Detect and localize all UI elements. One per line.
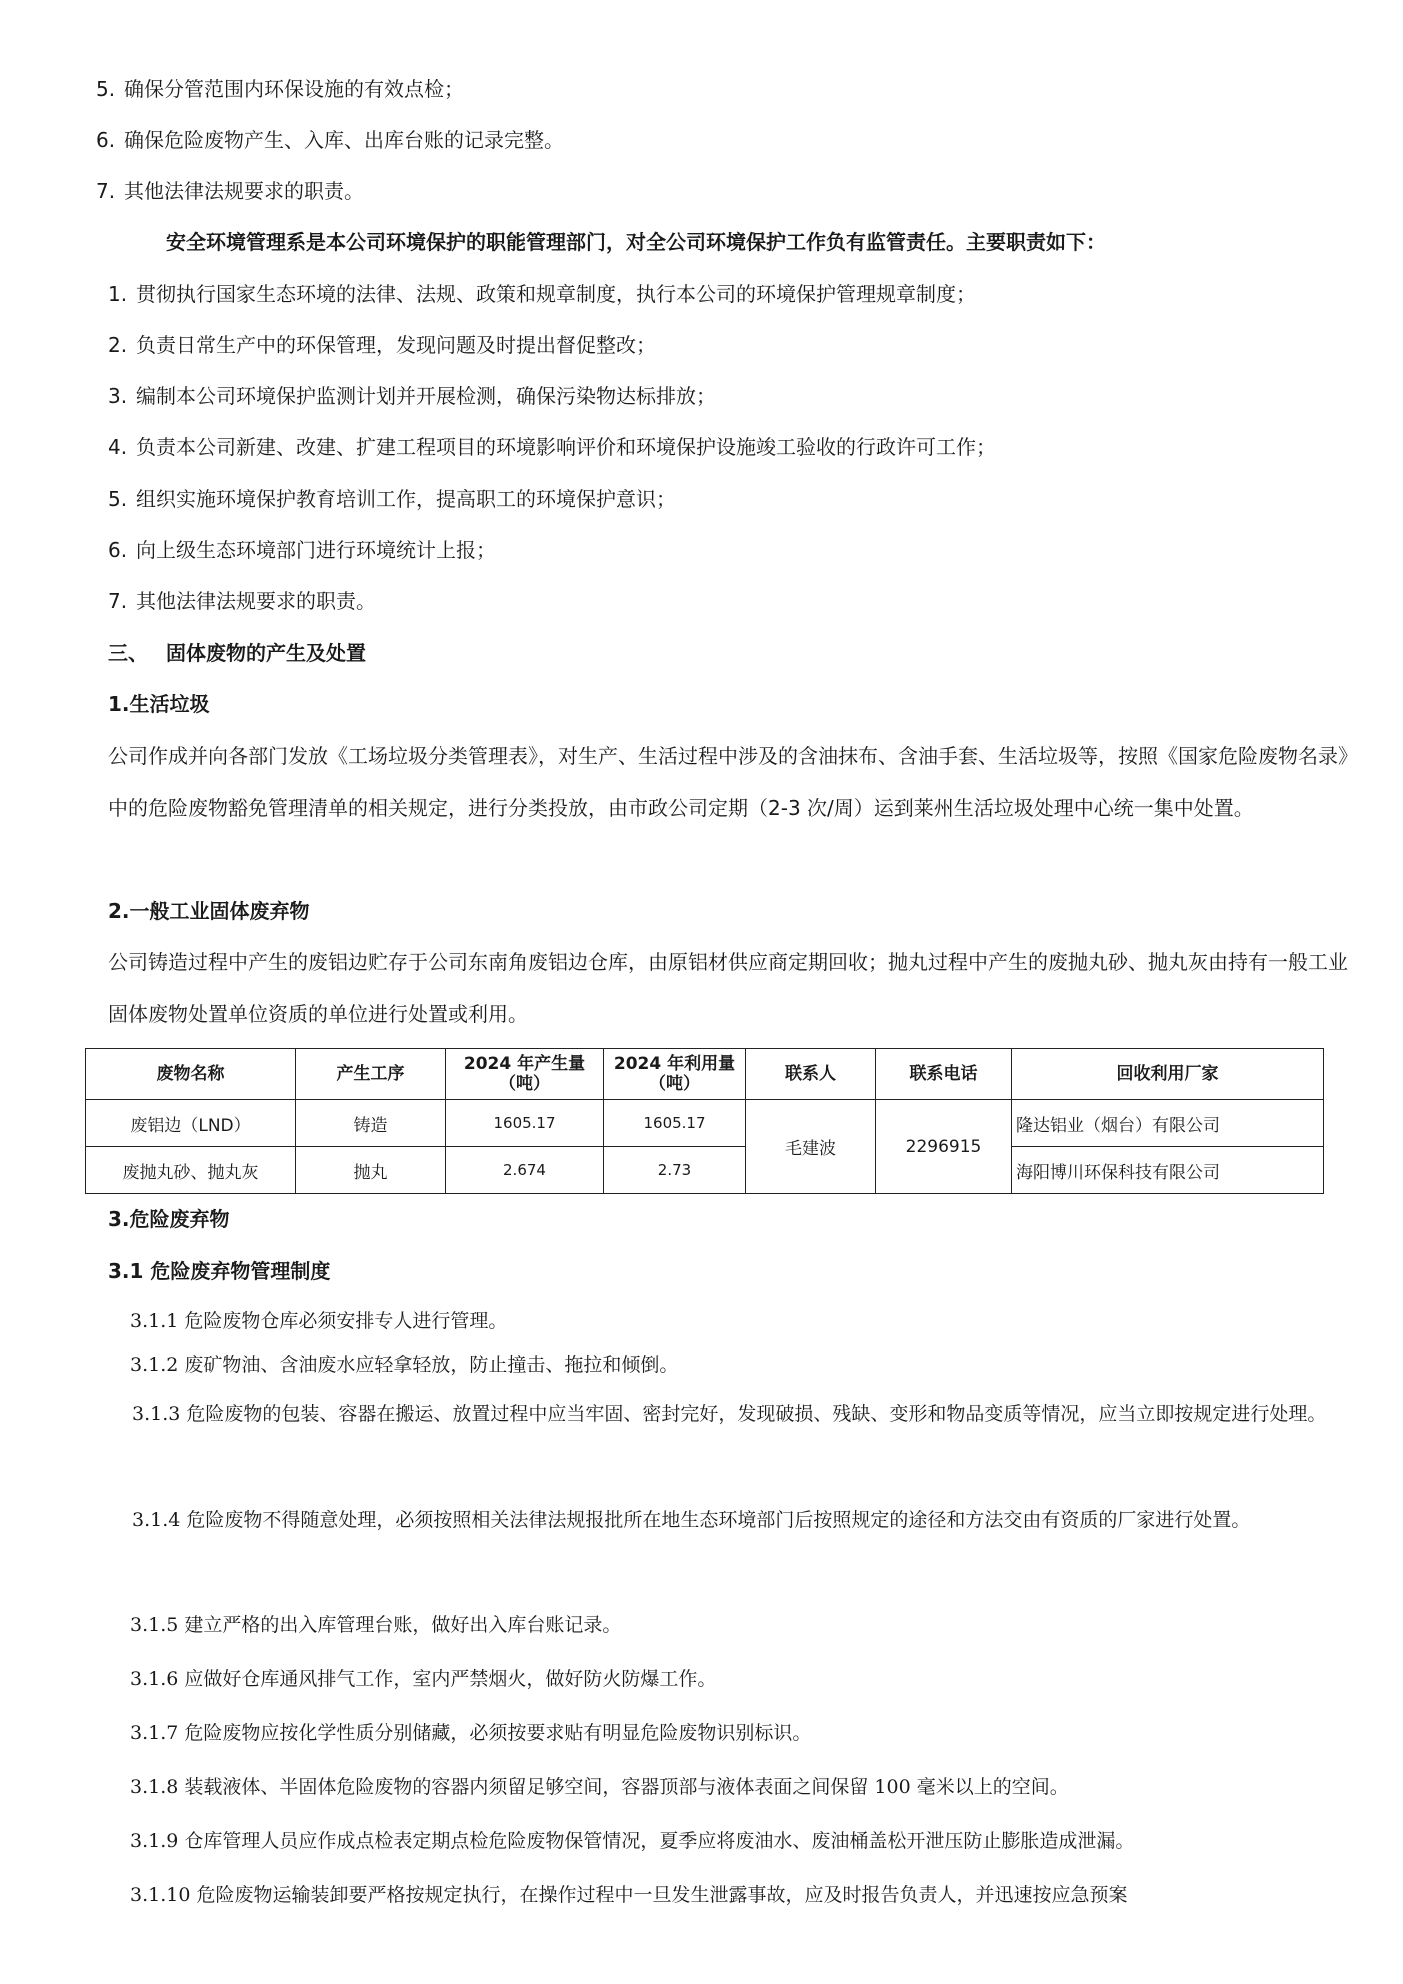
- table-cell-contact: 毛建波: [746, 1100, 876, 1194]
- item-number: 7.: [108, 589, 128, 613]
- table-cell: 废铝边（LND）: [86, 1100, 296, 1147]
- section-heading: [108, 640, 366, 666]
- table-cell: 隆达铝业（烟台）有限公司: [1012, 1100, 1324, 1147]
- rule-item: 3.1.7 危险废物应按化学性质分别储藏，必须按要求贴有明显危险废物识别标识。: [130, 1722, 812, 1744]
- list-item: [108, 383, 716, 409]
- item-number: 3.: [108, 384, 128, 408]
- item-text: 负责日常生产中的环保管理，发现问题及时提出督促整改；: [136, 333, 656, 357]
- list-item: [108, 332, 656, 358]
- table-cell: 1605.17: [446, 1100, 604, 1147]
- item-text: 其他法律法规要求的职责。: [136, 589, 376, 613]
- item-number: 5.: [108, 487, 128, 511]
- table-header-row: [86, 1049, 1324, 1100]
- item-text: 负责本公司新建、改建、扩建工程项目的环境影响评价和环境保护设施竣工验收的行政许可工作；: [136, 435, 996, 459]
- rule-item: 3.1.4 危险废物不得随意处理，必须按照相关法律法规报批所在地生态环境部门后按照规定的途径和方法交由有资质的厂家进行处置。: [132, 1509, 1251, 1531]
- subsection-title: 2.一般工业固体废弃物: [108, 899, 310, 923]
- paragraph: 公司铸造过程中产生的废铝边贮存于公司东南角废铝边仓库，由原铝材供应商定期回收；抛丸过程中产生的废抛丸砂、抛丸灰由持有一般工业固体废物处置单位资质的单位进行处置或利用。: [108, 950, 1348, 1026]
- list-item: [108, 588, 376, 614]
- item-text: 确保分管范围内环保设施的有效点检；: [124, 77, 464, 101]
- section-number: 三、: [108, 641, 148, 665]
- table-cell: 废抛丸砂、抛丸灰: [86, 1147, 296, 1194]
- table-header: 废物名称: [86, 1049, 296, 1100]
- table-row: [86, 1100, 1324, 1147]
- item-number: 1.: [108, 282, 128, 306]
- section-title: 固体废物的产生及处置: [166, 641, 366, 665]
- item-text: 编制本公司环境保护监测计划并开展检测，确保污染物达标排放；: [136, 384, 716, 408]
- list-item: [108, 281, 976, 307]
- paragraph: 公司作成并向各部门发放《工场垃圾分类管理表》，对生产、生活过程中涉及的含油抹布、含油手套、生活垃圾等，按照《国家危险废物名录》中的危险废物豁免管理清单的相关规定，进行分类投放，由市政公司定期（2-3 次/周）运到莱州生活垃圾处理中心统一集中处置。: [108, 744, 1348, 820]
- rule-item: 3.1.1 危险废物仓库必须安排专人进行管理。: [130, 1310, 508, 1332]
- list-item: [96, 76, 464, 102]
- list-item: [108, 434, 996, 460]
- rule-item: 3.1.6 应做好仓库通风排气工作，室内严禁烟火，做好防火防爆工作。: [130, 1668, 717, 1690]
- table-header: 2024 年产生量（吨）: [446, 1049, 604, 1100]
- item-number: 5.: [96, 77, 116, 101]
- table-cell: 1605.17: [604, 1100, 746, 1147]
- item-number: 7.: [96, 179, 116, 203]
- rule-item: 3.1.5 建立严格的出入库管理台账，做好出入库台账记录。: [130, 1614, 622, 1636]
- rule-item: 3.1.3 危险废物的包装、容器在搬运、放置过程中应当牢固、密封完好，发现破损、残缺、变形和物品变质等情况，应当立即按规定进行处理。: [132, 1403, 1327, 1425]
- item-number: 6.: [108, 538, 128, 562]
- list-item: [108, 486, 676, 512]
- rule-item: 3.1.8 装载液体、半固体危险废物的容器内须留足够空间，容器顶部与液体表面之间保留 100 毫米以上的空间。: [130, 1776, 1069, 1798]
- table-header: 联系电话: [876, 1049, 1012, 1100]
- item-text: 向上级生态环境部门进行环境统计上报；: [136, 538, 496, 562]
- table-cell: 2.674: [446, 1147, 604, 1194]
- table-header: 2024 年利用量（吨）: [604, 1049, 746, 1100]
- list-item: [96, 178, 364, 204]
- rule-item: 3.1.10 危险废物运输装卸要严格按规定执行，在操作过程中一旦发生泄露事故，应及时报告负责人，并迅速按应急预案: [130, 1884, 1128, 1906]
- table-header: 产生工序: [296, 1049, 446, 1100]
- subsection-title: 3.危险废弃物: [108, 1207, 230, 1231]
- item-text: 组织实施环境保护教育培训工作，提高职工的环境保护意识；: [136, 487, 676, 511]
- item-number: 4.: [108, 435, 128, 459]
- table-row: [86, 1147, 1324, 1194]
- subsection-title: 3.1 危险废弃物管理制度: [108, 1259, 331, 1283]
- table-cell-phone: 2296915: [876, 1100, 1012, 1194]
- item-number: 6.: [96, 128, 116, 152]
- table-header: 回收利用厂家: [1012, 1049, 1324, 1100]
- list-item: [96, 127, 564, 153]
- waste-table: [85, 1048, 1324, 1194]
- table-header: 联系人: [746, 1049, 876, 1100]
- table-cell: 抛丸: [296, 1147, 446, 1194]
- list-item: [108, 537, 496, 563]
- table-cell: 海阳博川环保科技有限公司: [1012, 1147, 1324, 1194]
- rule-item: 3.1.9 仓库管理人员应作成点检表定期点检危险废物保管情况，夏季应将废油水、废油桶盖松开泄压防止膨胀造成泄漏。: [130, 1830, 1135, 1852]
- item-number: 2.: [108, 333, 128, 357]
- item-text: 确保危险废物产生、入库、出库台账的记录完整。: [124, 128, 564, 152]
- subsection-title: 1.生活垃圾: [108, 692, 210, 716]
- table-cell: 2.73: [604, 1147, 746, 1194]
- table-cell: 铸造: [296, 1100, 446, 1147]
- item-text: 贯彻执行国家生态环境的法律、法规、政策和规章制度，执行本公司的环境保护管理规章制度；: [136, 282, 976, 306]
- dept-heading: 安全环境管理系是本公司环境保护的职能管理部门，对全公司环境保护工作负有监管责任。主要职责如下：: [166, 230, 1106, 254]
- item-text: 其他法律法规要求的职责。: [124, 179, 364, 203]
- rule-item: 3.1.2 废矿物油、含油废水应轻拿轻放，防止撞击、拖拉和倾倒。: [130, 1354, 679, 1376]
